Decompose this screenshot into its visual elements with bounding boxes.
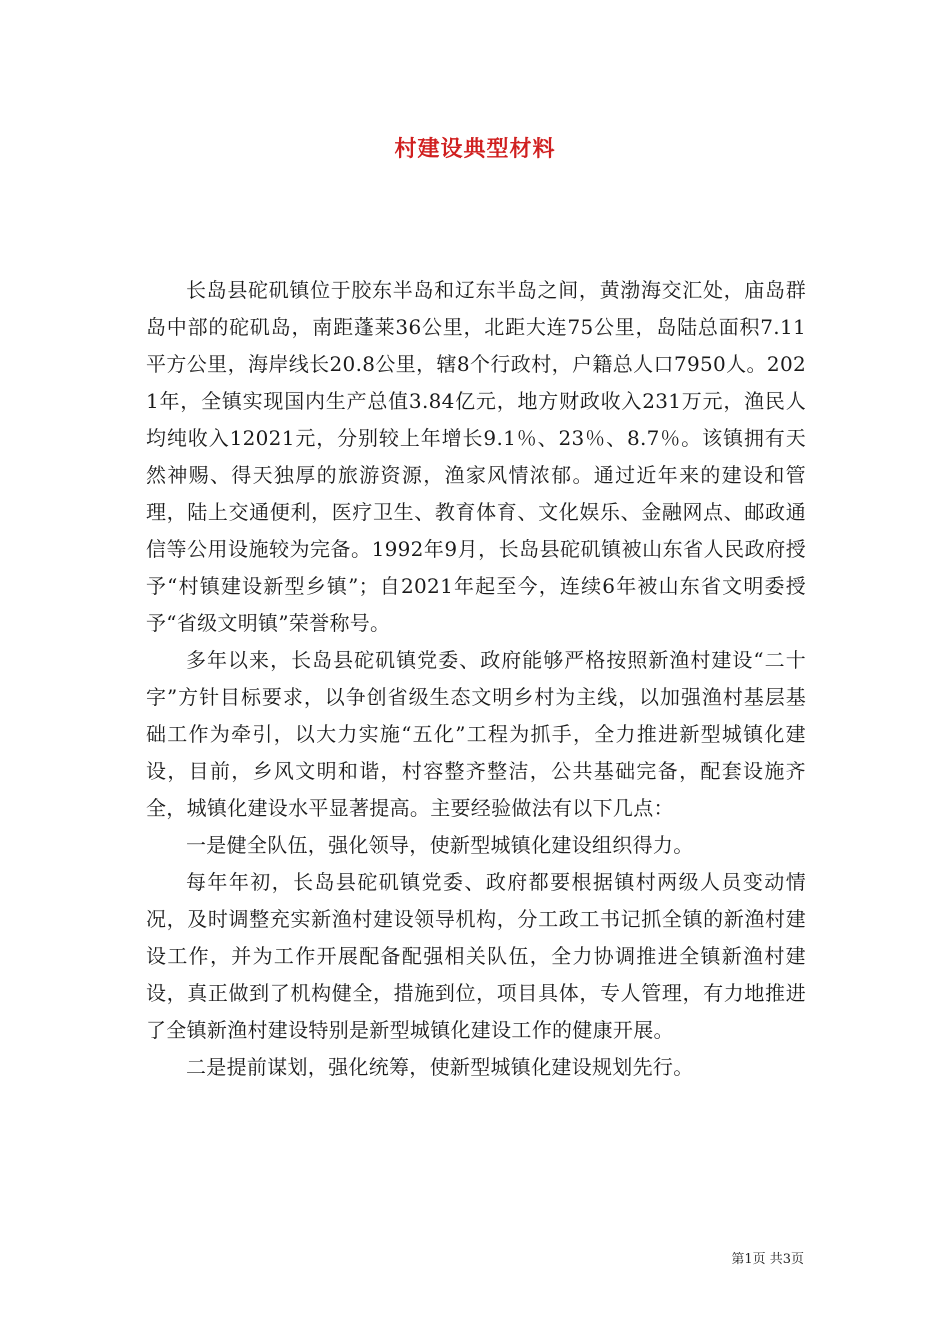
- paragraph-point-one-heading: 一是健全队伍，强化领导，使新型城镇化建设组织得力。: [186, 833, 694, 857]
- page-number-footer: 第1页 共3页: [731, 1252, 804, 1267]
- document-title: 村建设典型材料: [394, 136, 556, 162]
- paragraph-point-two-heading: 二是提前谋划，强化统筹，使新型城镇化建设规划先行。: [186, 1055, 694, 1079]
- paragraph-point-one-detail: 每年年初，长岛县砣矶镇党委、政府都要根据镇村两级人员变动情况，及时调整充实新渔村建设领导机构，分工政工书记抓全镇的新渔村建设工作，并为工作开展配备配强相关队伍，全力协调推进全镇新渔村建设，真正做到了机构健全，措施到位，项目具体，专人管理，有力地推进了全镇新渔村建设特别是新型城镇化建设工作的健康开展。: [146, 870, 806, 1042]
- paragraph-intro: 长岛县砣矶镇位于胶东半岛和辽东半岛之间，黄渤海交汇处，庙岛群岛中部的砣矶岛，南距蓬莱36公里，北距大连75公里，岛陆总面积7.11平方公里，海岸线长20.8公里，辖8个行政村，户籍总人口7950人。2021年，全镇实现国内生产总值3.84亿元，地方财政收入231万元，渔民人均纯收入12021元，分别较上年增长9.1％、23％、8.7％。该镇拥有天然神赐、得天独厚的旅游资源，渔家风情浓郁。通过近年来的建设和管理，陆上交通便利，医疗卫生、教育体育、文化娱乐、金融网点、邮政通信等公用设施较为完备。1992年9月，长岛县砣矶镇被山东省人民政府授予“村镇建设新型乡镇”；自2021年起至今，连续6年被山东省文明委授予“省级文明镇”荣誉称号。: [146, 278, 806, 635]
- paragraph-overview: 多年以来，长岛县砣矶镇党委、政府能够严格按照新渔村建设“二十字”方针目标要求，以争创省级生态文明乡村为主线，以加强渔村基层基础工作为牵引，以大力实施“五化”工程为抓手，全力推进新型城镇化建设，目前，乡风文明和谐，村容整齐整洁，公共基础完备，配套设施齐全，城镇化建设水平显著提高。主要经验做法有以下几点：: [146, 648, 806, 820]
- document-body: [146, 272, 806, 1086]
